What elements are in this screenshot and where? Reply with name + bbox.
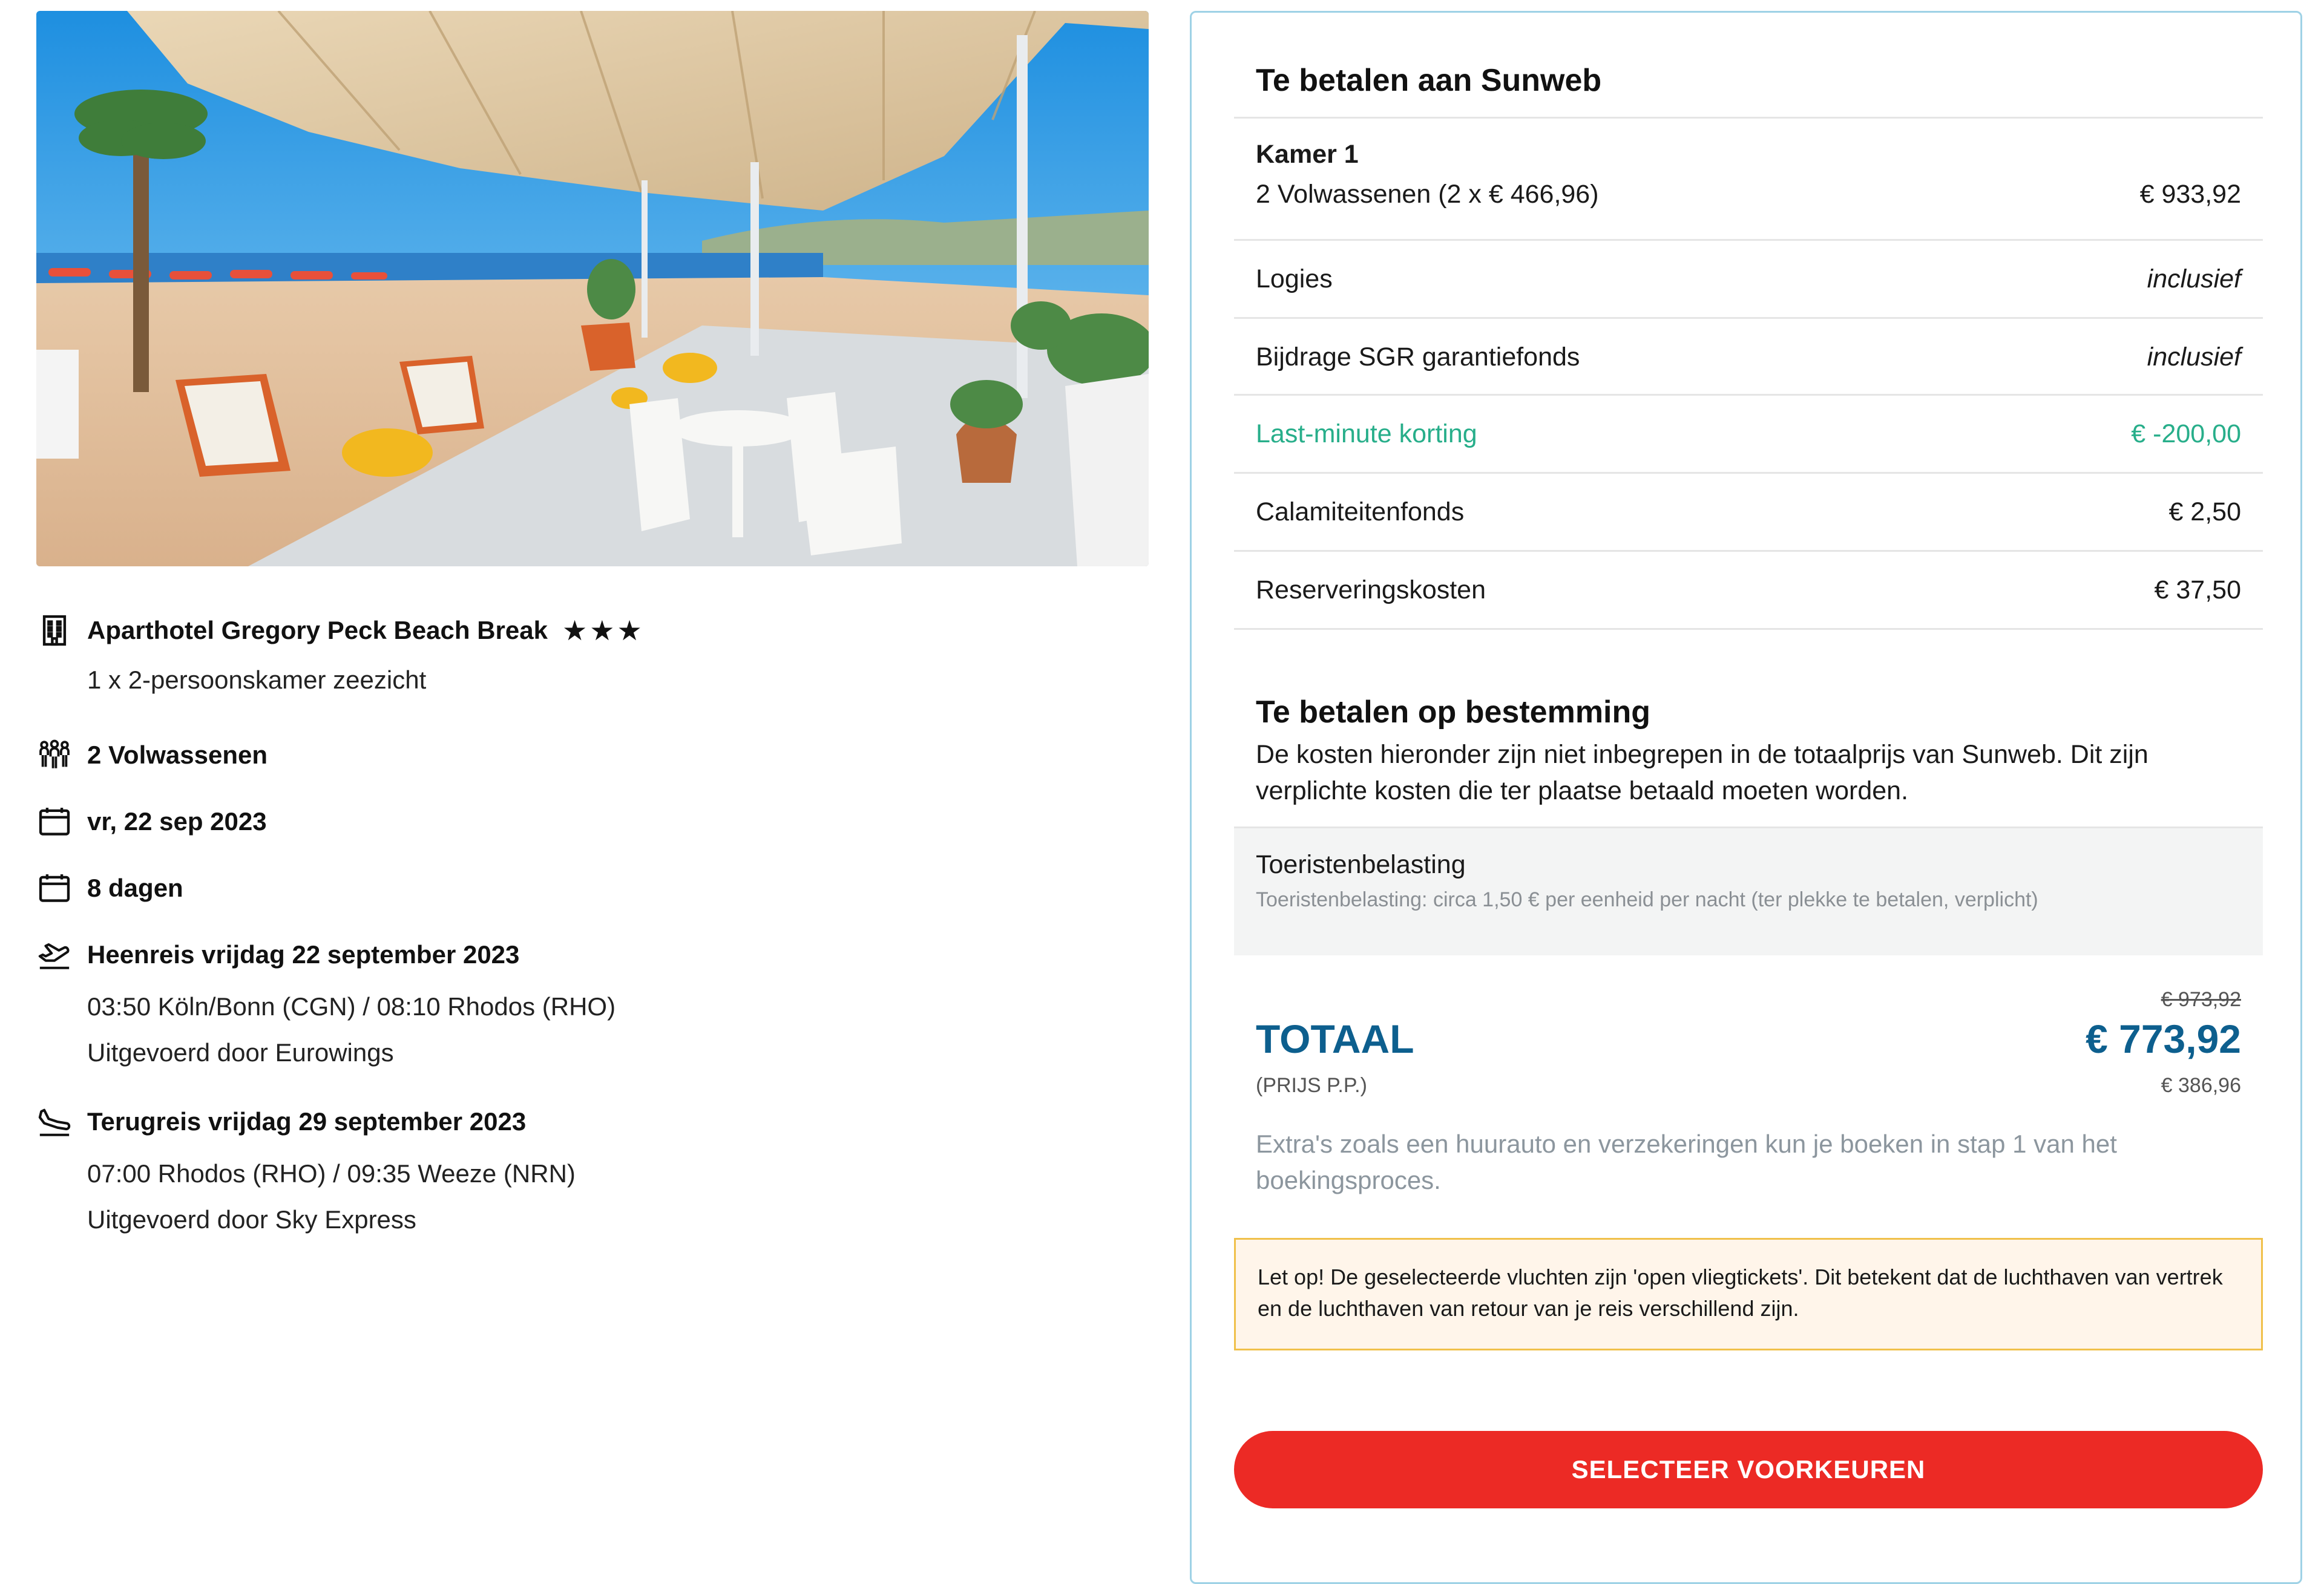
total-sublabel: (PRIJS P.P.) (1256, 1074, 1367, 1097)
price-row-label: Bijdrage SGR garantiefonds (1256, 342, 1580, 371)
extras-note: Extra's zoals een huurauto en verzekeringen kun je boeken in stap 1 van het boekingsproces. (1256, 1130, 2117, 1194)
date-row (36, 803, 267, 840)
calendar-icon (36, 803, 73, 840)
return-route: 07:00 Rhodos (RHO) / 09:35 Weeze (NRN) (87, 1159, 576, 1188)
pay-sunweb-title: Te betalen aan Sunweb (1256, 63, 1602, 98)
travelers-row (36, 737, 268, 773)
open-ticket-notice: Let op! De geselecteerde vluchten zijn 'open vliegtickets'. Dit betekent dat de luchthaven van vertrek en de luchthaven van retour van je reis verschillend zijn. (1234, 1238, 2263, 1350)
total-block (1234, 981, 2263, 1114)
divider (1234, 117, 2263, 119)
room-type: 1 x 2-persoonskamer zeezicht (87, 666, 427, 694)
price-row-value: € 37,50 (2154, 575, 2241, 604)
pay-destination-title: Te betalen op bestemming (1256, 695, 1651, 730)
price-row-calamity (1234, 474, 2263, 550)
tourist-tax-box (1234, 828, 2263, 955)
price-row-value: inclusief (2147, 264, 2241, 293)
price-row-value: € -200,00 (2131, 419, 2241, 448)
outbound-carrier: Uitgevoerd door Eurowings (87, 1038, 394, 1067)
hotel-name: Aparthotel Gregory Peck Beach Break (87, 616, 548, 644)
price-row-value: € 2,50 (2168, 497, 2241, 526)
price-row-label: Calamiteitenfonds (1256, 497, 1465, 526)
price-row-value: inclusief (2147, 342, 2241, 371)
hotel-row (36, 612, 645, 649)
price-summary-panel (1190, 11, 2302, 1584)
travelers: 2 Volwassenen (87, 741, 268, 769)
divider (1234, 628, 2263, 630)
outbound-row (36, 937, 519, 973)
return-carrier: Uitgevoerd door Sky Express (87, 1205, 416, 1234)
price-row-label: Reserveringskosten (1256, 575, 1486, 604)
plane-arrival-icon (36, 1104, 73, 1140)
hotel-photo (36, 11, 1149, 566)
departure-date: vr, 22 sep 2023 (87, 807, 267, 836)
price-row-discount (1234, 396, 2263, 472)
price-per-person: € 386,96 (2161, 1074, 2241, 1097)
price-row-adults (1234, 176, 2263, 212)
select-preferences-button[interactable]: SELECTEER VOORKEUREN (1234, 1431, 2263, 1508)
price-row-label: 2 Volwassenen (2 x € 466,96) (1256, 179, 1599, 209)
duration: 8 dagen (87, 874, 183, 902)
hotel-photo-illustration (36, 11, 1149, 566)
outbound-title: Heenreis vrijdag 22 september 2023 (87, 940, 520, 969)
return-title: Terugreis vrijdag 29 september 2023 (87, 1107, 527, 1136)
price-row-booking-fee (1234, 552, 2263, 628)
price-row-label: Logies (1256, 264, 1333, 293)
duration-row (36, 870, 183, 906)
total-price: € 773,92 (2086, 1016, 2241, 1061)
price-row-sgr (1234, 319, 2263, 395)
calendar-icon (36, 870, 73, 906)
total-label: TOTAAL (1256, 1016, 1414, 1061)
room-label: Kamer 1 (1256, 140, 1359, 169)
plane-departure-icon (36, 937, 73, 973)
tourist-tax-detail: Toeristenbelasting: circa 1,50 € per eenheid per nacht (ter plekke te betalen, verplicht) (1256, 888, 2038, 911)
price-row-lodging (1234, 241, 2263, 317)
price-row-value: € 933,92 (2139, 179, 2241, 209)
outbound-route: 03:50 Köln/Bonn (CGN) / 08:10 Rhodos (RHO) (87, 992, 616, 1021)
pay-destination-description: De kosten hieronder zijn niet inbegrepen in de totaalprijs van Sunweb. Dit zijn verplichte kosten die ter plaatse betaald moeten worden. (1256, 740, 2148, 805)
return-row (36, 1104, 526, 1140)
old-price: € 973,92 (2161, 988, 2241, 1011)
building-icon (36, 612, 73, 649)
price-row-label: Last-minute korting (1256, 419, 1477, 448)
hotel-stars: ★★★ (562, 615, 645, 646)
tourist-tax-title: Toeristenbelasting (1256, 850, 1466, 879)
group-icon (36, 737, 73, 773)
